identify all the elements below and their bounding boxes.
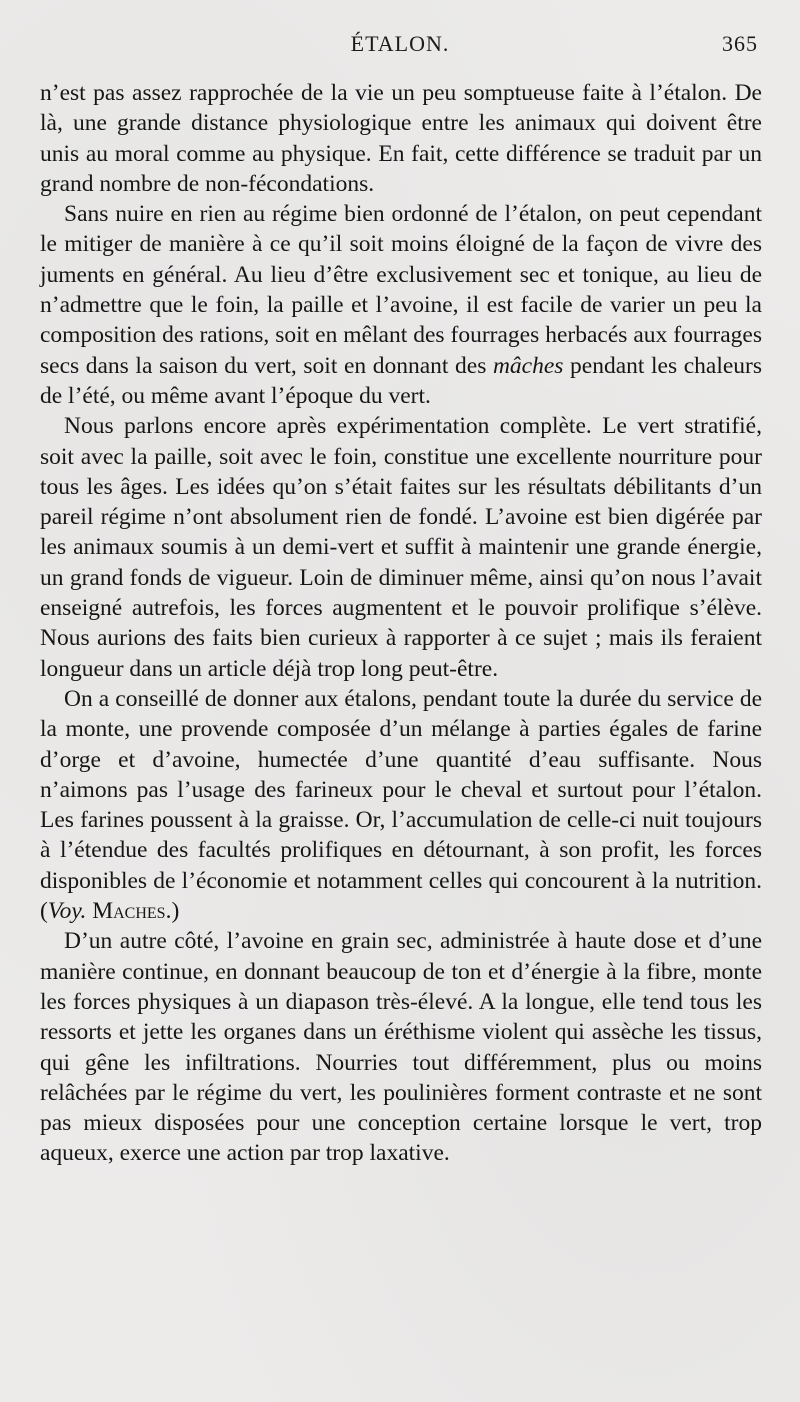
paragraph xyxy=(40,411,762,684)
small-caps-text: Maches xyxy=(92,898,166,925)
paragraph xyxy=(40,78,762,199)
page-number: 365 xyxy=(722,31,758,56)
text-run: n’est pas assez rapprochée de la vie un peu somptueuse faite à l’étalon. De là, une grande distance physiologique entre les animaux qui doivent être unis au moral comme au physique. En fait, cette différence se traduit par un grand nombre de non-fécondations. xyxy=(40,80,762,197)
running-title: ÉTALON. xyxy=(350,31,450,56)
italic-text: Voy. xyxy=(47,898,87,925)
italic-text: mâches xyxy=(492,352,564,379)
text-run: pendant les chaleurs de l’été, ou même avant l’époque du vert. xyxy=(40,352,763,409)
text-run: Nous parlons encore après expérimentation complète. Le vert stratifié, soit avec la paille, soit avec le foin, constitue une excellente nourriture pour tous les âges. Les idées qu’on s’était faites sur les résultats débilitants d’un pareil régime n’ont absolument rien de fondé. L’avoine est bien digérée par les animaux soumis à un demi-vert et suffit à maintenir une grande énergie, un grand fonds de vigueur. Loin de diminuer même, ainsi qu’on nous l’avait enseigné autrefois, les forces augmentent et le pouvoir prolifique s’élève. Nous aurions des faits bien curieux à rapporter à ce sujet ; mais ils feraient longueur dans un article déjà trop long peut-être. xyxy=(40,413,762,682)
paragraph xyxy=(40,684,762,926)
paragraph xyxy=(40,926,762,1168)
text-run: On a conseillé de donner aux étalons, pendant toute la durée du service de la monte, une provende composée d’un mélange à parties égales de farine d’orge et d’avoine, humectée d’une quantité d’eau suffisante. Nous n’aimons pas l’usage des farineux pour le cheval et surtout pour l’étalon. Les farines poussent à la graisse. Or, l’accumulation de celle-ci nuit toujours à l’étendue des facultés prolifiques en détournant, à son profit, les forces disponibles de l’économie et notamment celles qui concourent à la nutrition. ( xyxy=(40,685,762,925)
running-head xyxy=(42,31,758,61)
text-run: .) xyxy=(165,898,180,925)
text-run: D’un autre côté, l’avoine en grain sec, administrée à haute dose et d’une manière continue, en donnant beaucoup de ton et d’énergie à la fibre, monte les forces physiques à un diapason très-élevé. A la longue, elle tend tous les ressorts et jette les organes dans un éréthisme violent qui assèche les tissus, qui gêne les infiltrations. Nourries tout différemment, plus ou moins relâchées par le régime du vert, les poulinières forment contraste et ne sont pas mieux disposées pour une conception certaine lorsque le vert, trop aqueux, exerce une action par trop laxative. xyxy=(40,928,762,1167)
paragraph xyxy=(40,199,762,411)
text-run: Sans nuire en rien au régime bien ordonné de l’étalon, on peut cependant le mitiger de manière à ce qu’il soit moins éloigné de la façon de vivre des juments en général. Au lieu d’être exclusivement sec et tonique, au lieu de n’admettre que le foin, la paille et l’avoine, il est facile de varier un peu la composition des rations, soit en mêlant des fourrages herbacés aux fourrages secs dans la saison du vert, soit en donnant des xyxy=(40,201,762,379)
body-text xyxy=(40,78,762,1169)
